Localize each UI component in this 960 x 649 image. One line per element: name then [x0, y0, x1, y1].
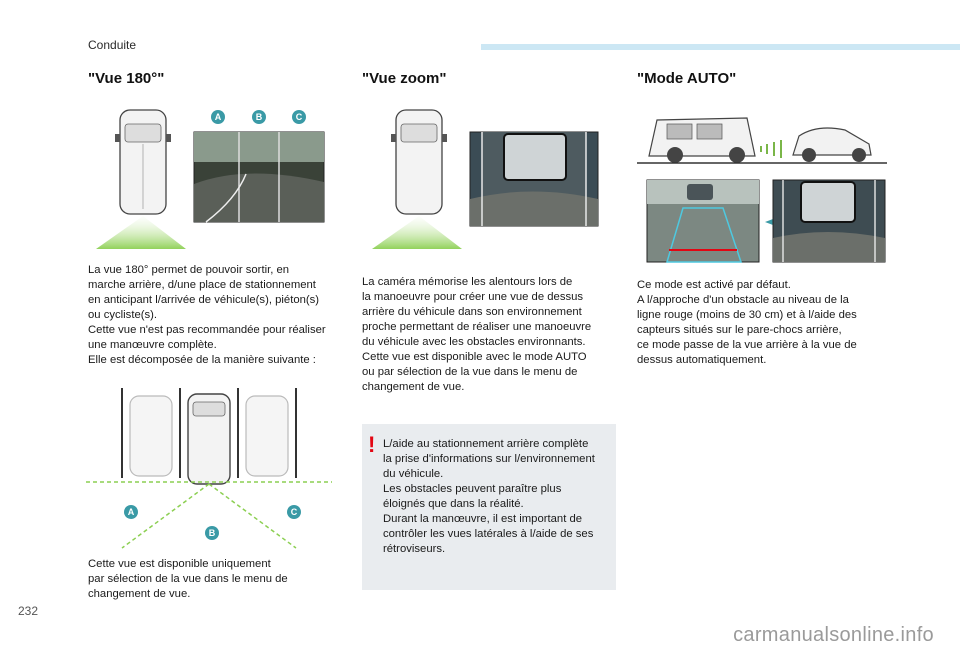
badge-b-diagram: B — [205, 526, 219, 540]
text-line: en anticipant l/arrivée de véhicule(s), piéton(s) — [88, 294, 320, 306]
mode-auto-illustration — [637, 108, 892, 268]
text-line: du véhicule. — [383, 468, 444, 480]
text-line: la prise d'informations sur l/environnement — [383, 453, 595, 465]
text-line: ce mode passe de la vue arrière à la vue de — [637, 339, 857, 351]
camera-cone — [372, 216, 462, 249]
mode-auto-title: "Mode AUTO" — [637, 70, 737, 87]
text-line: la manoeuvre pour créer une vue de dessus — [362, 291, 584, 303]
text-line: Cette vue est disponible avec le mode AUTO — [362, 351, 587, 363]
top-view-photo — [773, 180, 885, 262]
text-line: Ce mode est activé par défaut. — [637, 279, 791, 291]
van-top-view — [391, 110, 447, 214]
vue-180-illustration — [86, 104, 331, 254]
text-line: arrière du véhicule dans son environnement — [362, 306, 582, 318]
text-line: Cette vue est disponible uniquement — [88, 558, 271, 570]
text-line: A l/approche d'un obstacle au niveau de la — [637, 294, 849, 306]
mode-auto-description — [637, 278, 857, 368]
vue-180-description — [88, 263, 326, 368]
page-number: 232 — [18, 604, 39, 618]
camera-180-photo — [194, 132, 324, 222]
badge-a-diagram: A — [124, 505, 138, 519]
text-line: du véhicule avec les obstacles environnants. — [362, 336, 586, 348]
camera-cone — [96, 216, 186, 249]
badge-c: C — [292, 110, 306, 124]
text-line: Cette vue n'est pas recommandée pour réaliser — [88, 324, 326, 336]
text-line: contrôler les vues latérales à l/aide de ses — [383, 528, 594, 540]
text-line: changement de vue. — [88, 588, 191, 600]
vue-180-availability — [88, 557, 288, 602]
text-line: capteurs situés sur le pare-chocs arrière, — [637, 324, 842, 336]
text-line: Les obstacles peuvent paraître plus — [383, 483, 562, 495]
zoom-camera-photo — [470, 132, 598, 226]
warning-text — [383, 437, 595, 557]
vue-180-title: "Vue 180°" — [88, 70, 165, 87]
watermark: carmanualsonline.info — [733, 624, 934, 646]
text-line: ou par sélection de la vue dans le menu de — [362, 366, 578, 378]
text-line: rétroviseurs. — [383, 543, 446, 555]
van-parked — [188, 394, 230, 484]
text-line: Elle est décomposée de la manière suivante : — [88, 354, 316, 366]
text-line: proche permettant de réaliser une manoeuvre — [362, 321, 592, 333]
badge-c-diagram: C — [287, 505, 301, 519]
rear-camera-photo — [647, 180, 759, 262]
text-line: Durant la manœuvre, il est important de — [383, 513, 583, 525]
text-line: ou cycliste(s). — [88, 309, 158, 321]
text-line: La caméra mémorise les alentours lors de — [362, 276, 573, 288]
text-line: La vue 180° permet de pouvoir sortir, en — [88, 264, 290, 276]
warning-icon: ! — [368, 432, 376, 457]
text-line: L/aide au stationnement arrière complète — [383, 438, 589, 450]
header-accent-bar — [481, 44, 960, 50]
text-line: par sélection de la vue dans le menu de — [88, 573, 288, 585]
text-line: dessus automatiquement. — [637, 354, 767, 366]
text-line: une manœuvre complète. — [88, 339, 217, 351]
text-line: ligne rouge (moins de 30 cm) et à l/aide des — [637, 309, 857, 321]
van-top-view — [115, 110, 171, 214]
section-label: Conduite — [88, 38, 137, 52]
badge-a: A — [211, 110, 225, 124]
text-line: marche arrière, d/une place de stationnement — [88, 279, 316, 291]
van-side-view — [649, 118, 755, 163]
text-line: changement de vue. — [362, 381, 465, 393]
vue-zoom-description — [362, 275, 591, 395]
vue-zoom-title: "Vue zoom" — [362, 70, 447, 87]
badge-b: B — [252, 110, 266, 124]
text-line: éloignés que dans la réalité. — [383, 498, 524, 510]
vue-zoom-illustration — [362, 104, 612, 254]
obstacle-car — [793, 128, 871, 162]
